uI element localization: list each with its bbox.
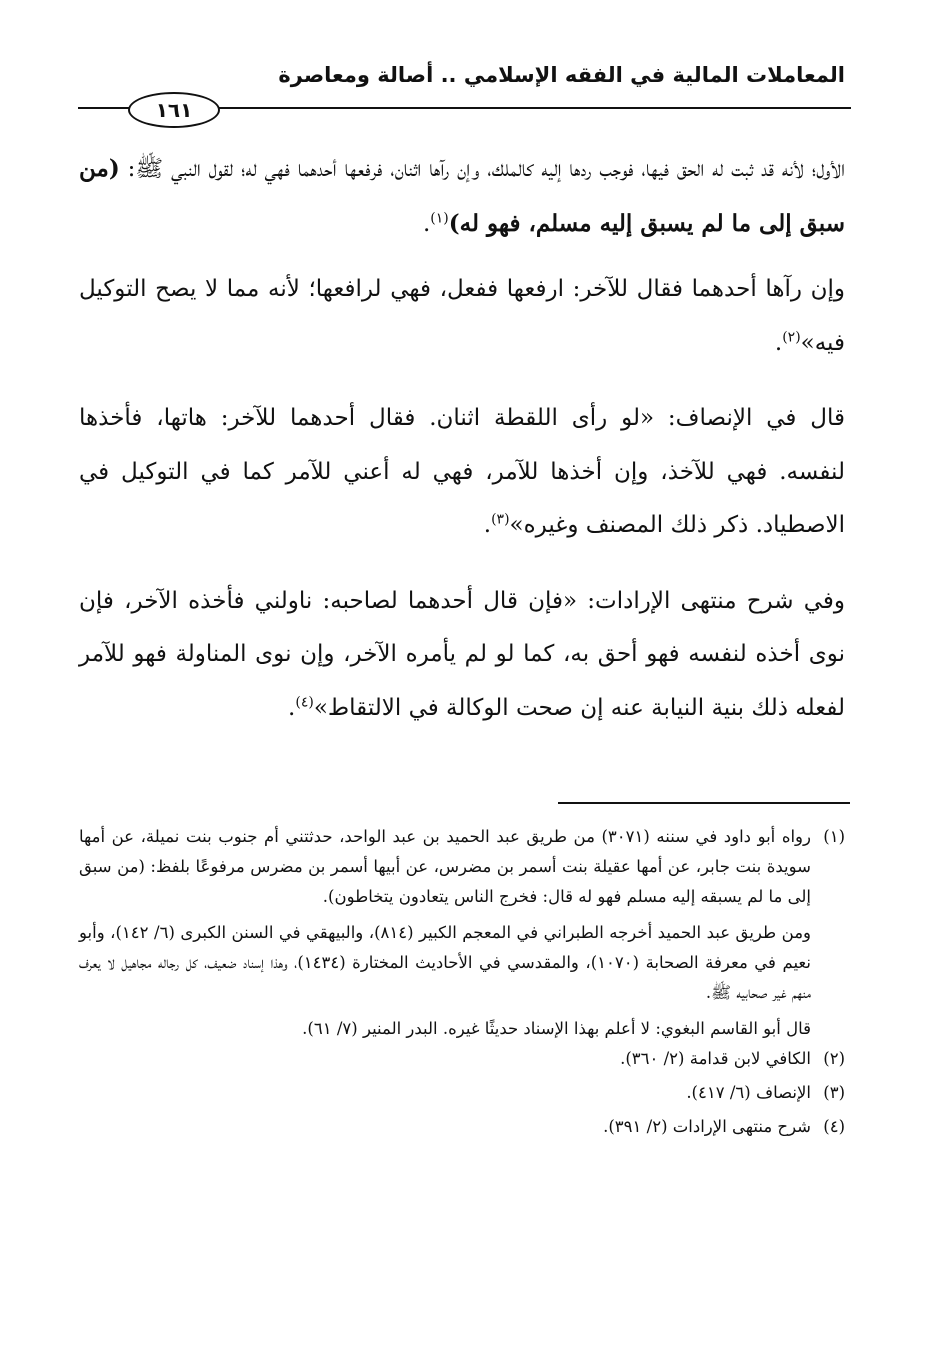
paragraph-1-text: الأول؛ لأنه قد ثبت له الحق فيها، فوجب ردها إليه كالملك، وإن رآها اثنان، فرفعها أحدهما فهي له؛ لقول النبي ﷺ: <box>119 156 845 182</box>
paragraph-3-end: . <box>483 512 492 538</box>
footnote-4-number: (٤) <box>823 1117 845 1136</box>
footnote-ref-1[interactable]: (١) <box>430 209 449 226</box>
footnote-1-text: رواه أبو داود في سننه (٣٠٧١) من طريق عبد الحميد بن عبد الواحد، حدثتني أم جنوب بنت نميلة، عن أمها سويدة بنت جابر، عن أمها عقيلة بنت أسمر بن مضرس، عن أبيها أسمر بن مضرس مرفوعًا بلفظ: (من سبق إلى ما لم يسبقه إليه مسلم فهو له قال: فخرج الناس يتعادون يتخاطون). <box>79 827 811 906</box>
paragraph-3-text: قال في الإنصاف: «لو رأى اللقطة اثنان. فقال أحدهما للآخر: هاتها، فأخذها لنفسه. فهي للآخذ، وإن أخذها للآمر، فهي له أعني للآمر كما في التوكيل في الاصطياد. ذكر ذلك المصنف وغيره» <box>79 405 845 538</box>
main-text <box>79 142 845 757</box>
footnote-2-text: الكافي لابن قدامة (٢/ ٣٦٠). <box>620 1049 811 1068</box>
footnote-4 <box>79 1112 845 1142</box>
footnote-ref-3[interactable]: (٣) <box>491 511 510 528</box>
paragraph-2-text: وإن رآها أحدهما فقال للآخر: ارفعها ففعل، فهي لرافعها؛ لأنه مما لا يصح التوكيل فيه» <box>79 276 845 356</box>
footnote-3-number: (٣) <box>823 1083 845 1102</box>
page-number: ١٦١ <box>128 92 220 128</box>
footnote-1-paragraph-2: ومن طريق عبد الحميد أخرجه الطبراني في المعجم الكبير (٨١٤)، والبيهقي في السنن الكبرى (٦/ ١٤٢)، وأبو نعيم في معرفة الصحابة (١٠٧٠)، والمقدسي في الأحاديث المختارة (١٤٣٤)، وهذا إسناد ضعيف، كل رجاله مجاهيل لا يعرف منهم غير صحابيه ﷺ. <box>79 923 811 1002</box>
paragraph-1-end: . <box>422 210 431 237</box>
paragraph-2-end: . <box>774 329 783 356</box>
paragraph-2 <box>79 263 845 370</box>
running-title: المعاملات المالية في الفقه الإسلامي .. أصالة ومعاصرة <box>278 63 845 87</box>
paragraph-1 <box>79 142 845 251</box>
footnote-2-number: (٢) <box>823 1049 845 1068</box>
footnote-separator <box>558 802 850 804</box>
footnotes <box>79 822 845 1142</box>
footnote-3-text: الإنصاف (٦/ ٤١٧). <box>686 1083 811 1102</box>
paragraph-4-text: وفي شرح منتهى الإرادات: «فإن قال أحدهما لصاحبه: ناولني فأخذه الآخر، فإن نوى أخذه لنفسه فهو أحق به، كما لو لم يأمره الآخر، وإن نوى المناولة فهو للآمر لفعله ذلك بنية النيابة عنه إن صحت الوكالة في الالتقاط» <box>79 587 845 721</box>
footnote-ref-4[interactable]: (٤) <box>295 693 314 710</box>
footnote-1 <box>79 822 845 912</box>
footnote-3 <box>79 1078 845 1108</box>
paragraph-3 <box>79 392 845 553</box>
paragraph-4 <box>79 575 845 736</box>
footnote-1-number: (١) <box>823 827 845 846</box>
footnote-2 <box>79 1044 845 1074</box>
footnote-4-text: شرح منتهى الإرادات (٢/ ٣٩١). <box>603 1117 811 1136</box>
paragraph-4-end: . <box>288 694 296 721</box>
footnote-1-paragraph-3: قال أبو القاسم البغوي: لا أعلم بهذا الإسناد حديثًا غيره. البدر المنير (٧/ ٦١). <box>302 1019 811 1038</box>
hadith-quote: (من سبق إلى ما لم يسبق إليه مسلم، فهو له) <box>79 155 845 237</box>
footnote-ref-2[interactable]: (٢) <box>782 328 801 345</box>
